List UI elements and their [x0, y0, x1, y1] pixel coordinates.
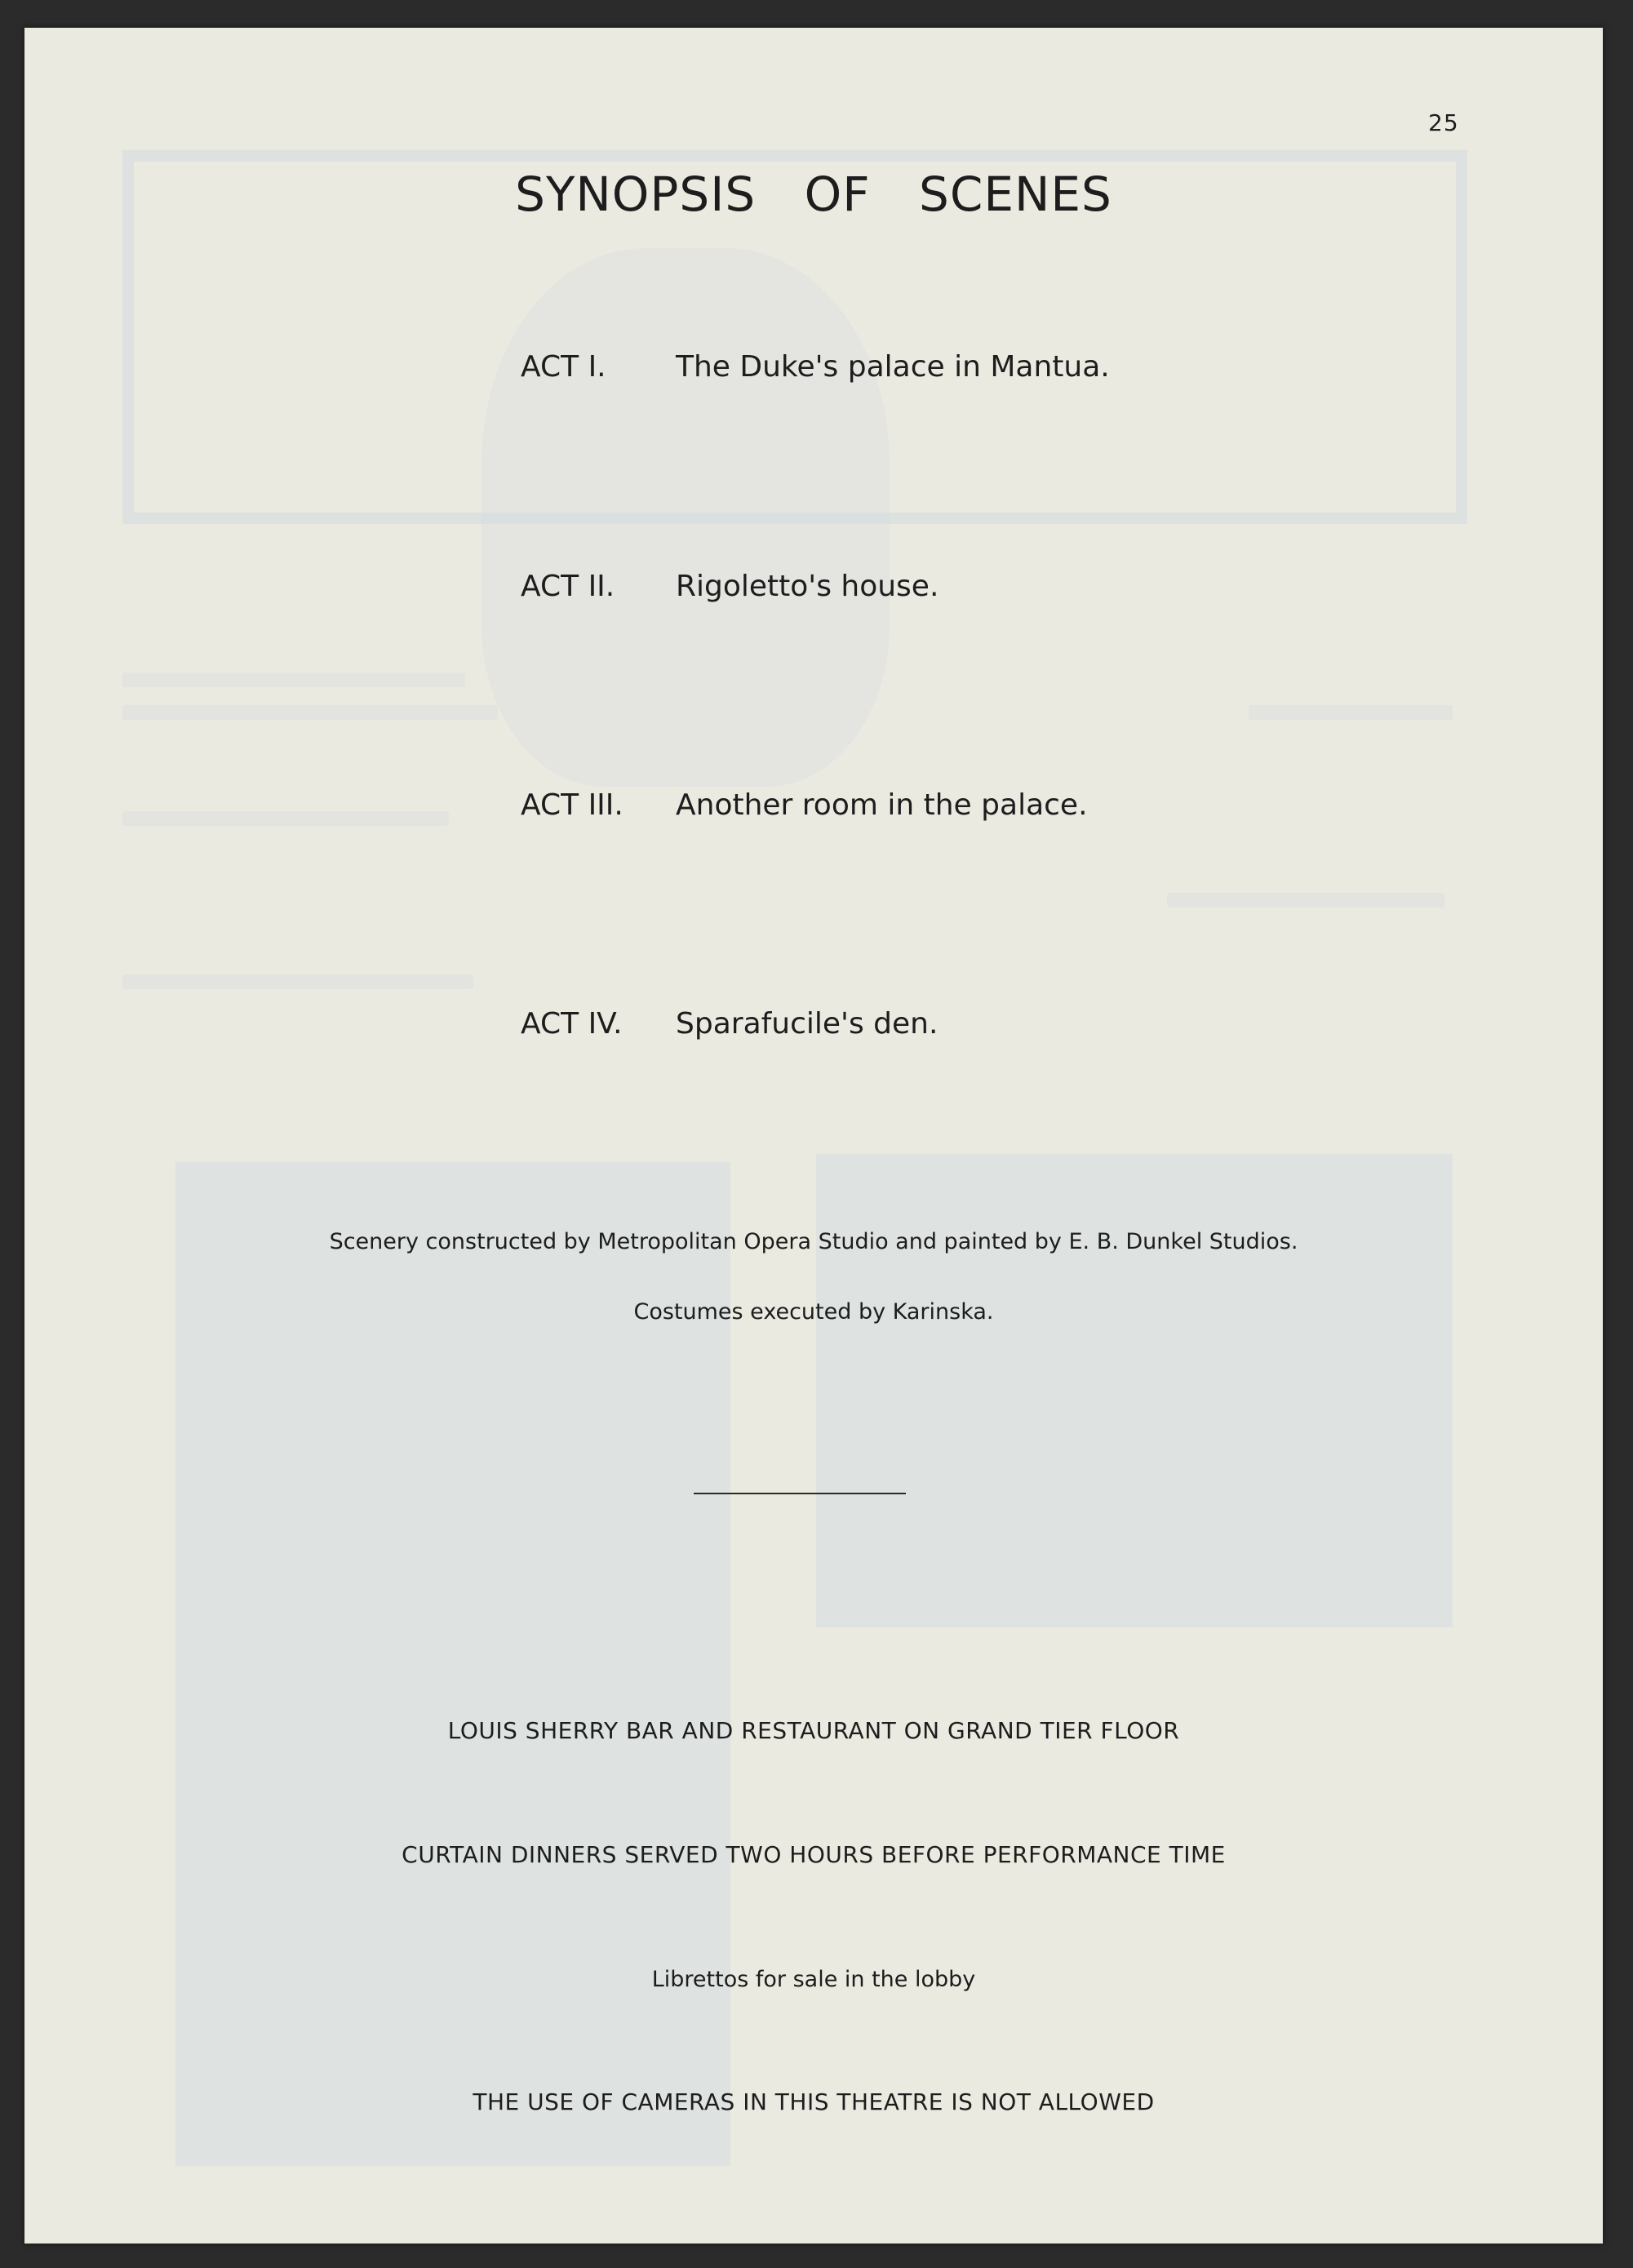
costumes-credit: Costumes executed by Karinska.: [633, 1299, 994, 1325]
dinners-notice: CURTAIN DINNERS SERVED TWO HOURS BEFORE PERFORMANCE TIME: [402, 1841, 1226, 1868]
act-row: [521, 788, 1088, 822]
act-label: ACT III.: [521, 788, 623, 822]
act-label: ACT I.: [521, 350, 606, 384]
scenery-credit: Scenery constructed by Metropolitan Opera Studio and painted by E. B. Dunkel Studios.: [329, 1229, 1298, 1254]
page-title: SYNOPSIS OF SCENES: [515, 166, 1112, 222]
librettos-notice: Librettos for sale in the lobby: [651, 1967, 976, 1992]
bar-notice: LOUIS SHERRY BAR AND RESTAURANT ON GRAND TIER FLOOR: [447, 1717, 1180, 1744]
act-row: [521, 1007, 938, 1041]
act-row: [521, 570, 939, 603]
act-description: The Duke's palace in Mantua.: [676, 350, 1110, 384]
page-number: 25: [1428, 109, 1459, 136]
act-label: ACT II.: [521, 570, 615, 603]
program-page: [24, 28, 1603, 2244]
act-description: Another room in the palace.: [676, 788, 1088, 822]
act-row: [521, 350, 1110, 384]
act-label: ACT IV.: [521, 1007, 623, 1041]
divider-rule: [694, 1493, 906, 1494]
act-description: Rigoletto's house.: [676, 570, 939, 603]
cameras-notice: THE USE OF CAMERAS IN THIS THEATRE IS NOT ALLOWED: [473, 2088, 1155, 2115]
act-description: Sparafucile's den.: [676, 1007, 939, 1041]
